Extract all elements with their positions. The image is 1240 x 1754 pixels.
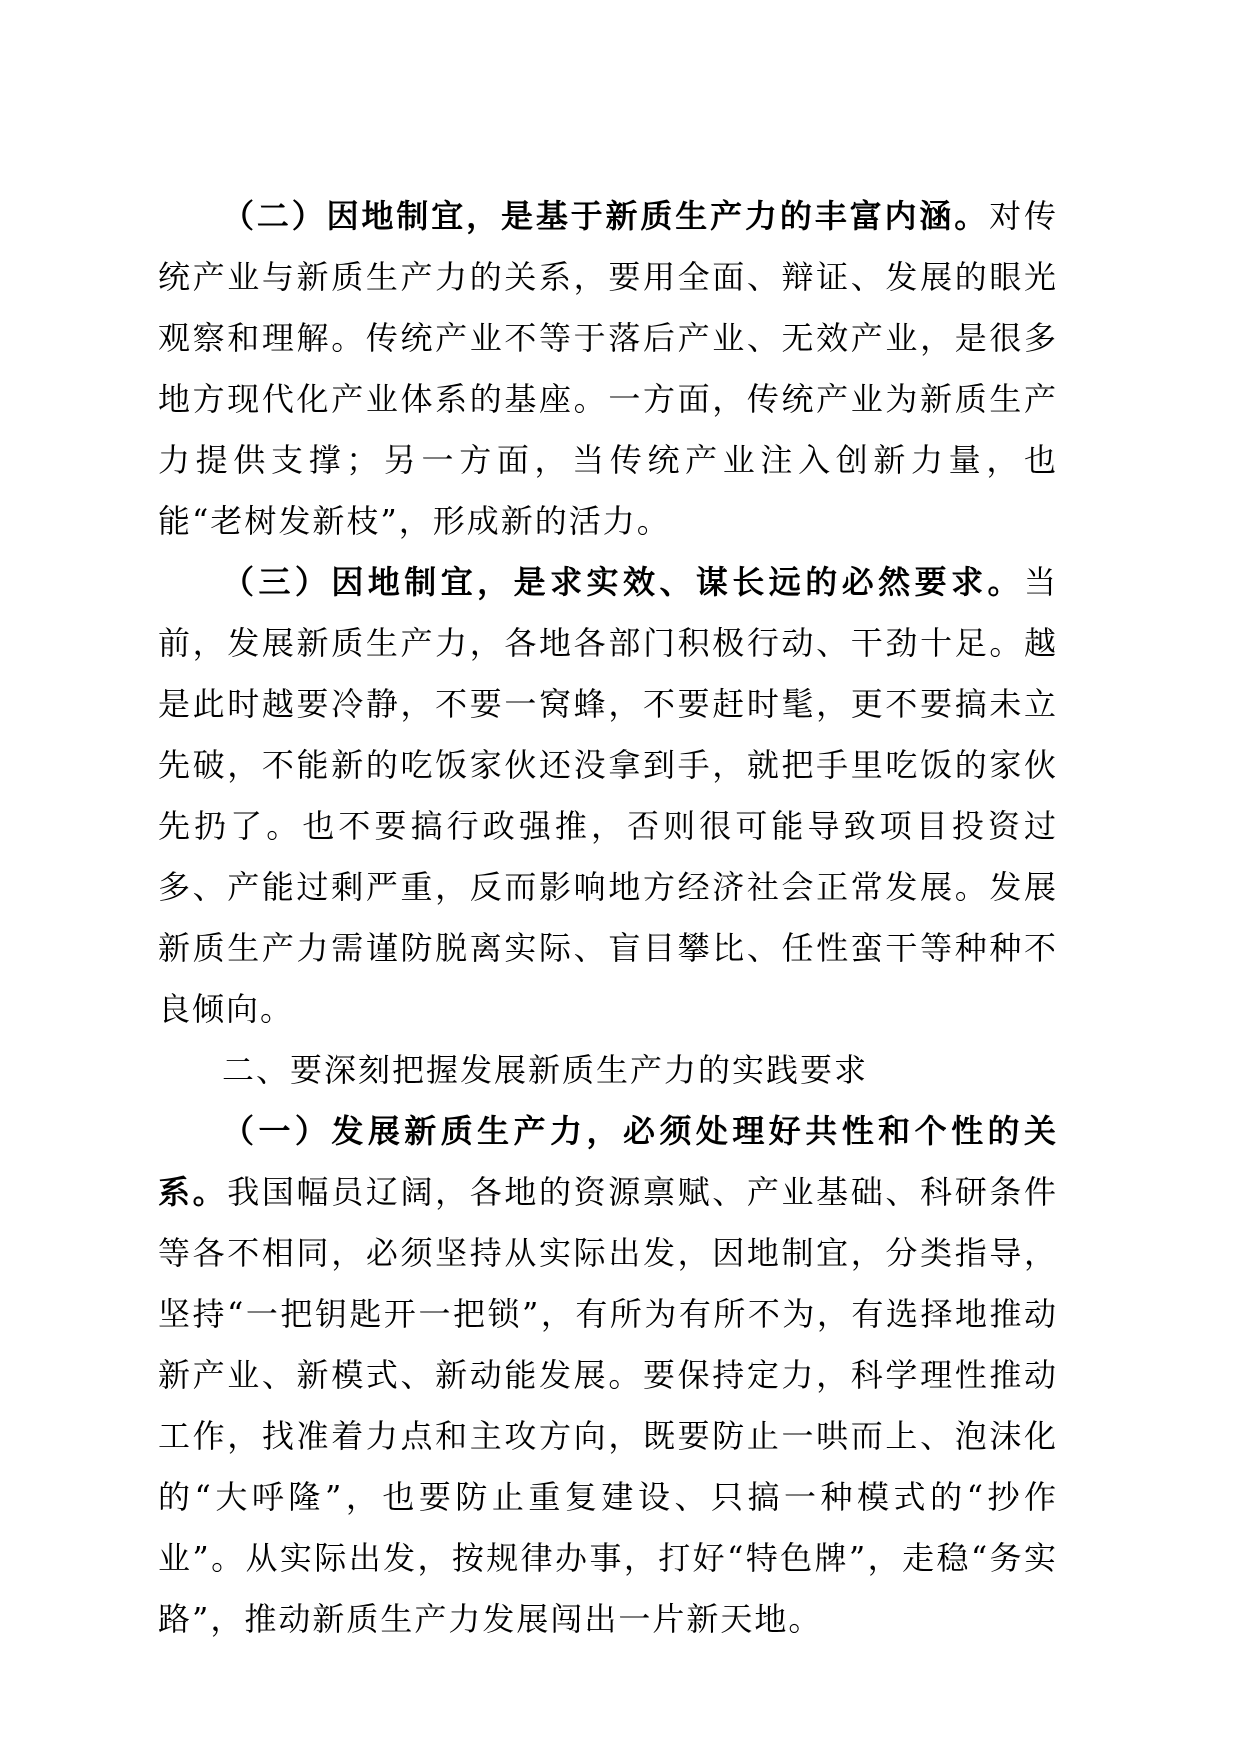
- paragraph-3-lead: （三）因地制宜，是求实效、谋长远的必然要求。: [222, 563, 1024, 601]
- paragraph-2-body: 对传统产业与新质生产力的关系，要用全面、辩证、发展的眼光观察和理解。传统产业不等于落后产业、无效产业，是很多地方现代化产业体系的基座。一方面，传统产业为新质生产力提供支撑；另一方面，当传统产业注入创新力量，也能“老树发新枝”，形成新的活力。: [158, 197, 1058, 540]
- section-paragraph-1-body: 我国幅员辽阔，各地的资源禀赋、产业基础、科研条件等各不相同，必须坚持从实际出发，因地制宜，分类指导，坚持“一把钥匙开一把锁”，有所为有所不为，有选择地推动新产业、新模式、新动能发展。要保持定力，科学理性推动工作，找准着力点和主攻方向，既要防止一哄而上、泡沫化的“大呼隆”，也要防止重复建设、只搞一种模式的“抄作业”。从实际出发，按规律办事，打好“特色牌”，走稳“务实路”，推动新质生产力发展闯出一片新天地。: [158, 1173, 1058, 1638]
- paragraph-3: [158, 552, 1058, 1040]
- paragraph-2-lead: （二）因地制宜，是基于新质生产力的丰富内涵。: [222, 197, 990, 235]
- section-heading: 二、要深刻把握发展新质生产力的实践要求: [222, 1051, 869, 1089]
- section-paragraph-1-lead: （一）发展新质生产力，必须处理好共性和个性的关系。: [158, 1112, 1058, 1211]
- paragraph-3-body: 当前，发展新质生产力，各地各部门积极行动、干劲十足。越是此时越要冷静，不要一窝蜂，不要赶时髦，更不要搞未立先破，不能新的吃饭家伙还没拿到手，就把手里吃饭的家伙先扔了。也不要搞行政强推，否则很可能导致项目投资过多、产能过剩严重，反而影响地方经济社会正常发展。发展新质生产力需谨防脱离实际、盲目攀比、任性蛮干等种种不良倾向。: [158, 563, 1058, 1028]
- document-body: [158, 186, 1058, 1650]
- paragraph-2: [158, 186, 1058, 552]
- section-paragraph-1: [158, 1101, 1058, 1650]
